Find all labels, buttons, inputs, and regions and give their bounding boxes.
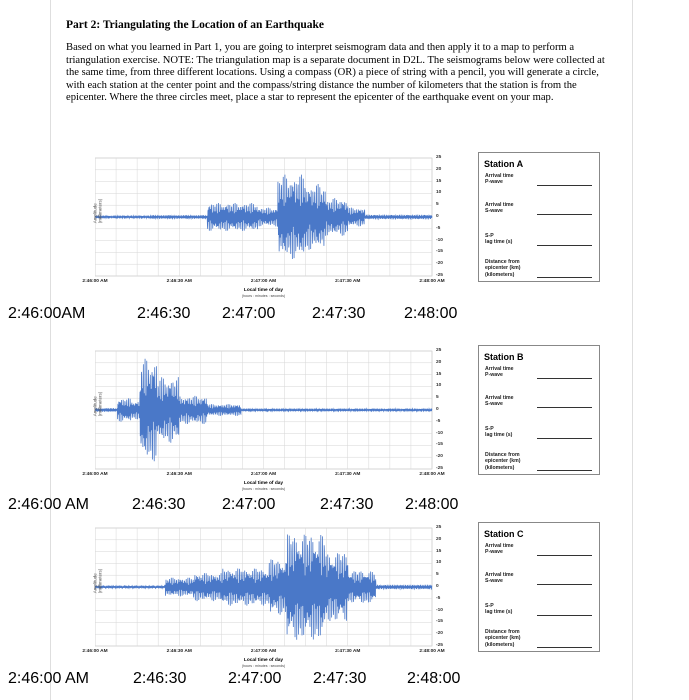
x-tick-label: 2:48:00 AM [419, 472, 445, 477]
x-tick-label: 2:47:30 AM [335, 649, 361, 654]
p-wave-arrival-label [485, 173, 514, 186]
amplitude-axis-label [92, 199, 102, 224]
x-axis-subtitle-text: (hours : minutes : seconds) [241, 486, 286, 491]
field-label-text: Distance from [485, 259, 520, 265]
seismogram-plot [82, 522, 488, 668]
station-box [478, 522, 600, 652]
seismogram-svg [95, 522, 435, 650]
field-label-text: P-wave [485, 372, 503, 379]
time-annotation: 2:47:30 [312, 305, 366, 322]
field-label-text: Arrival time [485, 572, 514, 578]
field-label-text: Arrival time [485, 366, 514, 372]
sp-lag-time-label [485, 233, 512, 246]
amplitude-unit-text: (millimeters) [97, 198, 103, 224]
s-wave-arrival-answer-line[interactable] [537, 584, 592, 585]
time-annotation: 2:46:30 [133, 670, 187, 687]
time-annotation: 2:48:00 [405, 496, 459, 513]
seismogram-plot [82, 152, 488, 298]
station-box [478, 152, 600, 282]
field-label-text: Distance from [485, 629, 520, 635]
y-tick-label: -20 [436, 261, 443, 267]
seismogram-panel-2 [60, 345, 630, 505]
y-tick-label: 10 [436, 383, 442, 389]
p-wave-arrival-label [485, 366, 514, 379]
s-wave-arrival-label [485, 395, 514, 408]
x-tick-label: 2:48:00 AM [419, 649, 445, 654]
y-tick-label: 25 [436, 155, 442, 160]
y-tick-label: -20 [436, 454, 443, 460]
field-label-text: (kilometers) [485, 464, 515, 471]
field-label-text: epicenter (km) [485, 635, 521, 642]
field-label-text: S-wave [485, 208, 503, 215]
x-tick-label: 2:46:00 AM [82, 279, 108, 284]
p-wave-arrival-answer-line[interactable] [537, 378, 592, 379]
y-tick-label: -10 [436, 430, 443, 436]
epicenter-distance-label [485, 259, 520, 278]
time-annotation: 2:48:00 [407, 670, 461, 687]
epicenter-distance-answer-line[interactable] [537, 277, 592, 278]
page-title: Part 2: Triangulating the Location of an Earthquake [66, 19, 325, 31]
field-label-text: S-P [485, 233, 494, 239]
sp-lag-time-label [485, 603, 512, 616]
y-tick-label: -15 [436, 249, 443, 255]
seismogram-panel-1 [60, 152, 630, 312]
sp-lag-time-answer-line[interactable] [537, 245, 592, 246]
y-tick-label: -20 [436, 631, 443, 637]
y-tick-label: 15 [436, 371, 442, 377]
epicenter-distance-label [485, 629, 520, 648]
x-tick-label: 2:46:30 AM [166, 279, 192, 284]
y-tick-label: 10 [436, 190, 442, 196]
p-wave-arrival-label [485, 543, 514, 556]
x-axis-subtitle-text: (hours : minutes : seconds) [241, 293, 286, 298]
y-tick-label: 10 [436, 560, 442, 566]
x-tick-label: 2:47:30 AM [335, 279, 361, 284]
y-tick-label: -25 [436, 643, 443, 648]
field-label-text: epicenter (km) [485, 458, 521, 465]
station-name: Station A [484, 159, 524, 169]
x-tick-label: 2:48:00 AM [419, 279, 445, 284]
y-tick-label: 15 [436, 548, 442, 554]
x-tick-label: 2:47:30 AM [335, 472, 361, 477]
seismogram-plot [82, 345, 488, 491]
time-annotation: 2:47:00 [228, 670, 282, 687]
epicenter-distance-answer-line[interactable] [537, 647, 592, 648]
y-tick-label: 20 [436, 359, 442, 365]
x-axis-title [242, 658, 285, 669]
station-name: Station C [484, 529, 524, 539]
y-tick-label: -5 [436, 595, 441, 601]
s-wave-arrival-answer-line[interactable] [537, 214, 592, 215]
y-tick-label: -5 [436, 225, 441, 231]
field-label-text: (kilometers) [485, 641, 515, 648]
x-tick-label: 2:46:00 AM [82, 472, 108, 477]
seismogram-svg [95, 345, 435, 473]
epicenter-distance-answer-line[interactable] [537, 470, 592, 471]
y-tick-label: 5 [436, 395, 439, 401]
field-label-text: lag time (s) [485, 239, 513, 246]
field-label-text: lag time (s) [485, 432, 513, 439]
field-label-text: (kilometers) [485, 271, 515, 278]
y-tick-label: 20 [436, 166, 442, 172]
sp-lag-time-answer-line[interactable] [537, 615, 592, 616]
field-label-text: Distance from [485, 452, 520, 458]
field-label-text: S-P [485, 426, 494, 432]
y-tick-label: -25 [436, 466, 443, 471]
time-annotation: 2:46:30 [137, 305, 191, 322]
p-wave-arrival-answer-line[interactable] [537, 185, 592, 186]
field-label-text: S-wave [485, 578, 503, 585]
x-tick-label: 2:47:00 AM [250, 472, 277, 477]
y-tick-label: -25 [436, 273, 443, 278]
x-tick-label: 2:47:00 AM [250, 649, 277, 654]
field-label-text: P-wave [485, 179, 503, 186]
y-tick-label: 0 [436, 214, 439, 219]
amplitude-label-text: Amplitude [92, 203, 98, 224]
y-tick-label: -5 [436, 418, 441, 424]
y-tick-label: 15 [436, 178, 442, 184]
amplitude-label-text: Amplitude [92, 396, 98, 417]
y-tick-label: 0 [436, 407, 439, 412]
time-annotation: 2:46:00 AM [8, 496, 89, 513]
y-tick-label: 25 [436, 348, 442, 353]
time-annotation: 2:47:00 [222, 305, 276, 322]
y-tick-label: -15 [436, 619, 443, 625]
amplitude-axis-label [92, 392, 102, 417]
field-label-text: S-P [485, 603, 494, 609]
time-annotation: 2:46:30 [132, 496, 186, 513]
y-tick-label: 5 [436, 202, 439, 208]
s-wave-arrival-label [485, 572, 514, 585]
time-annotation: 2:47:00 [222, 496, 276, 513]
x-axis-subtitle-text: (hours : minutes : seconds) [241, 663, 286, 668]
intro-paragraph: Based on what you learned in Part 1, you are going to interpret seismogram data and then apply it to a map to perform a triangulation exercise. NOTE: The triangulation map is a separate document in D2L. The seismograms below were collected at the same time, from three different locations. Using a compass (OR) a piece of string with a pencil, you will generate a circle, with each station at the center point and the compass/string distance the number of kilometers that the station is from the epicenter. Where the three circles meet, place a star to represent the epicenter of the earthquake event on your map. [66, 42, 605, 104]
station-box [478, 345, 600, 475]
s-wave-arrival-answer-line[interactable] [537, 407, 592, 408]
x-axis-title-text: Local time of day [243, 481, 284, 486]
page-edge-left [50, 0, 51, 700]
seismogram-svg [95, 152, 435, 280]
sp-lag-time-answer-line[interactable] [537, 438, 592, 439]
x-tick-label: 2:46:00 AM [82, 649, 108, 654]
y-tick-label: -10 [436, 607, 443, 613]
field-label-text: epicenter (km) [485, 265, 521, 272]
page-edge-right [632, 0, 633, 700]
y-tick-label: 20 [436, 536, 442, 542]
time-annotation: 2:46:00 AM [8, 670, 89, 687]
y-tick-label: 5 [436, 572, 439, 578]
x-axis-title [242, 288, 285, 299]
amplitude-unit-text: (millimeters) [97, 391, 103, 417]
field-label-text: Arrival time [485, 543, 514, 549]
time-annotation: 2:46:00AM [8, 305, 86, 322]
y-tick-label: -10 [436, 237, 443, 243]
x-axis-title-text: Local time of day [243, 658, 284, 663]
amplitude-unit-text: (millimeters) [97, 568, 103, 594]
x-tick-label: 2:46:30 AM [166, 472, 192, 477]
amplitude-axis-label [92, 569, 102, 594]
p-wave-arrival-answer-line[interactable] [537, 555, 592, 556]
field-label-text: Arrival time [485, 395, 514, 401]
y-tick-label: 0 [436, 584, 439, 589]
seismogram-panel-3 [60, 522, 630, 682]
time-annotation: 2:47:30 [320, 496, 374, 513]
time-annotation: 2:48:00 [404, 305, 458, 322]
s-wave-arrival-label [485, 202, 514, 215]
time-annotation: 2:47:30 [313, 670, 367, 687]
x-tick-label: 2:46:30 AM [166, 649, 192, 654]
x-axis-title-text: Local time of day [243, 288, 284, 293]
station-name: Station B [484, 352, 524, 362]
field-label-text: S-wave [485, 401, 503, 408]
field-label-text: P-wave [485, 549, 503, 556]
x-axis-title [242, 481, 285, 492]
y-tick-label: 25 [436, 525, 442, 530]
amplitude-label-text: Amplitude [92, 573, 98, 594]
field-label-text: Arrival time [485, 202, 514, 208]
x-tick-label: 2:47:00 AM [250, 279, 277, 284]
epicenter-distance-label [485, 452, 520, 471]
field-label-text: Arrival time [485, 173, 514, 179]
y-tick-label: -15 [436, 442, 443, 448]
sp-lag-time-label [485, 426, 512, 439]
field-label-text: lag time (s) [485, 609, 513, 616]
